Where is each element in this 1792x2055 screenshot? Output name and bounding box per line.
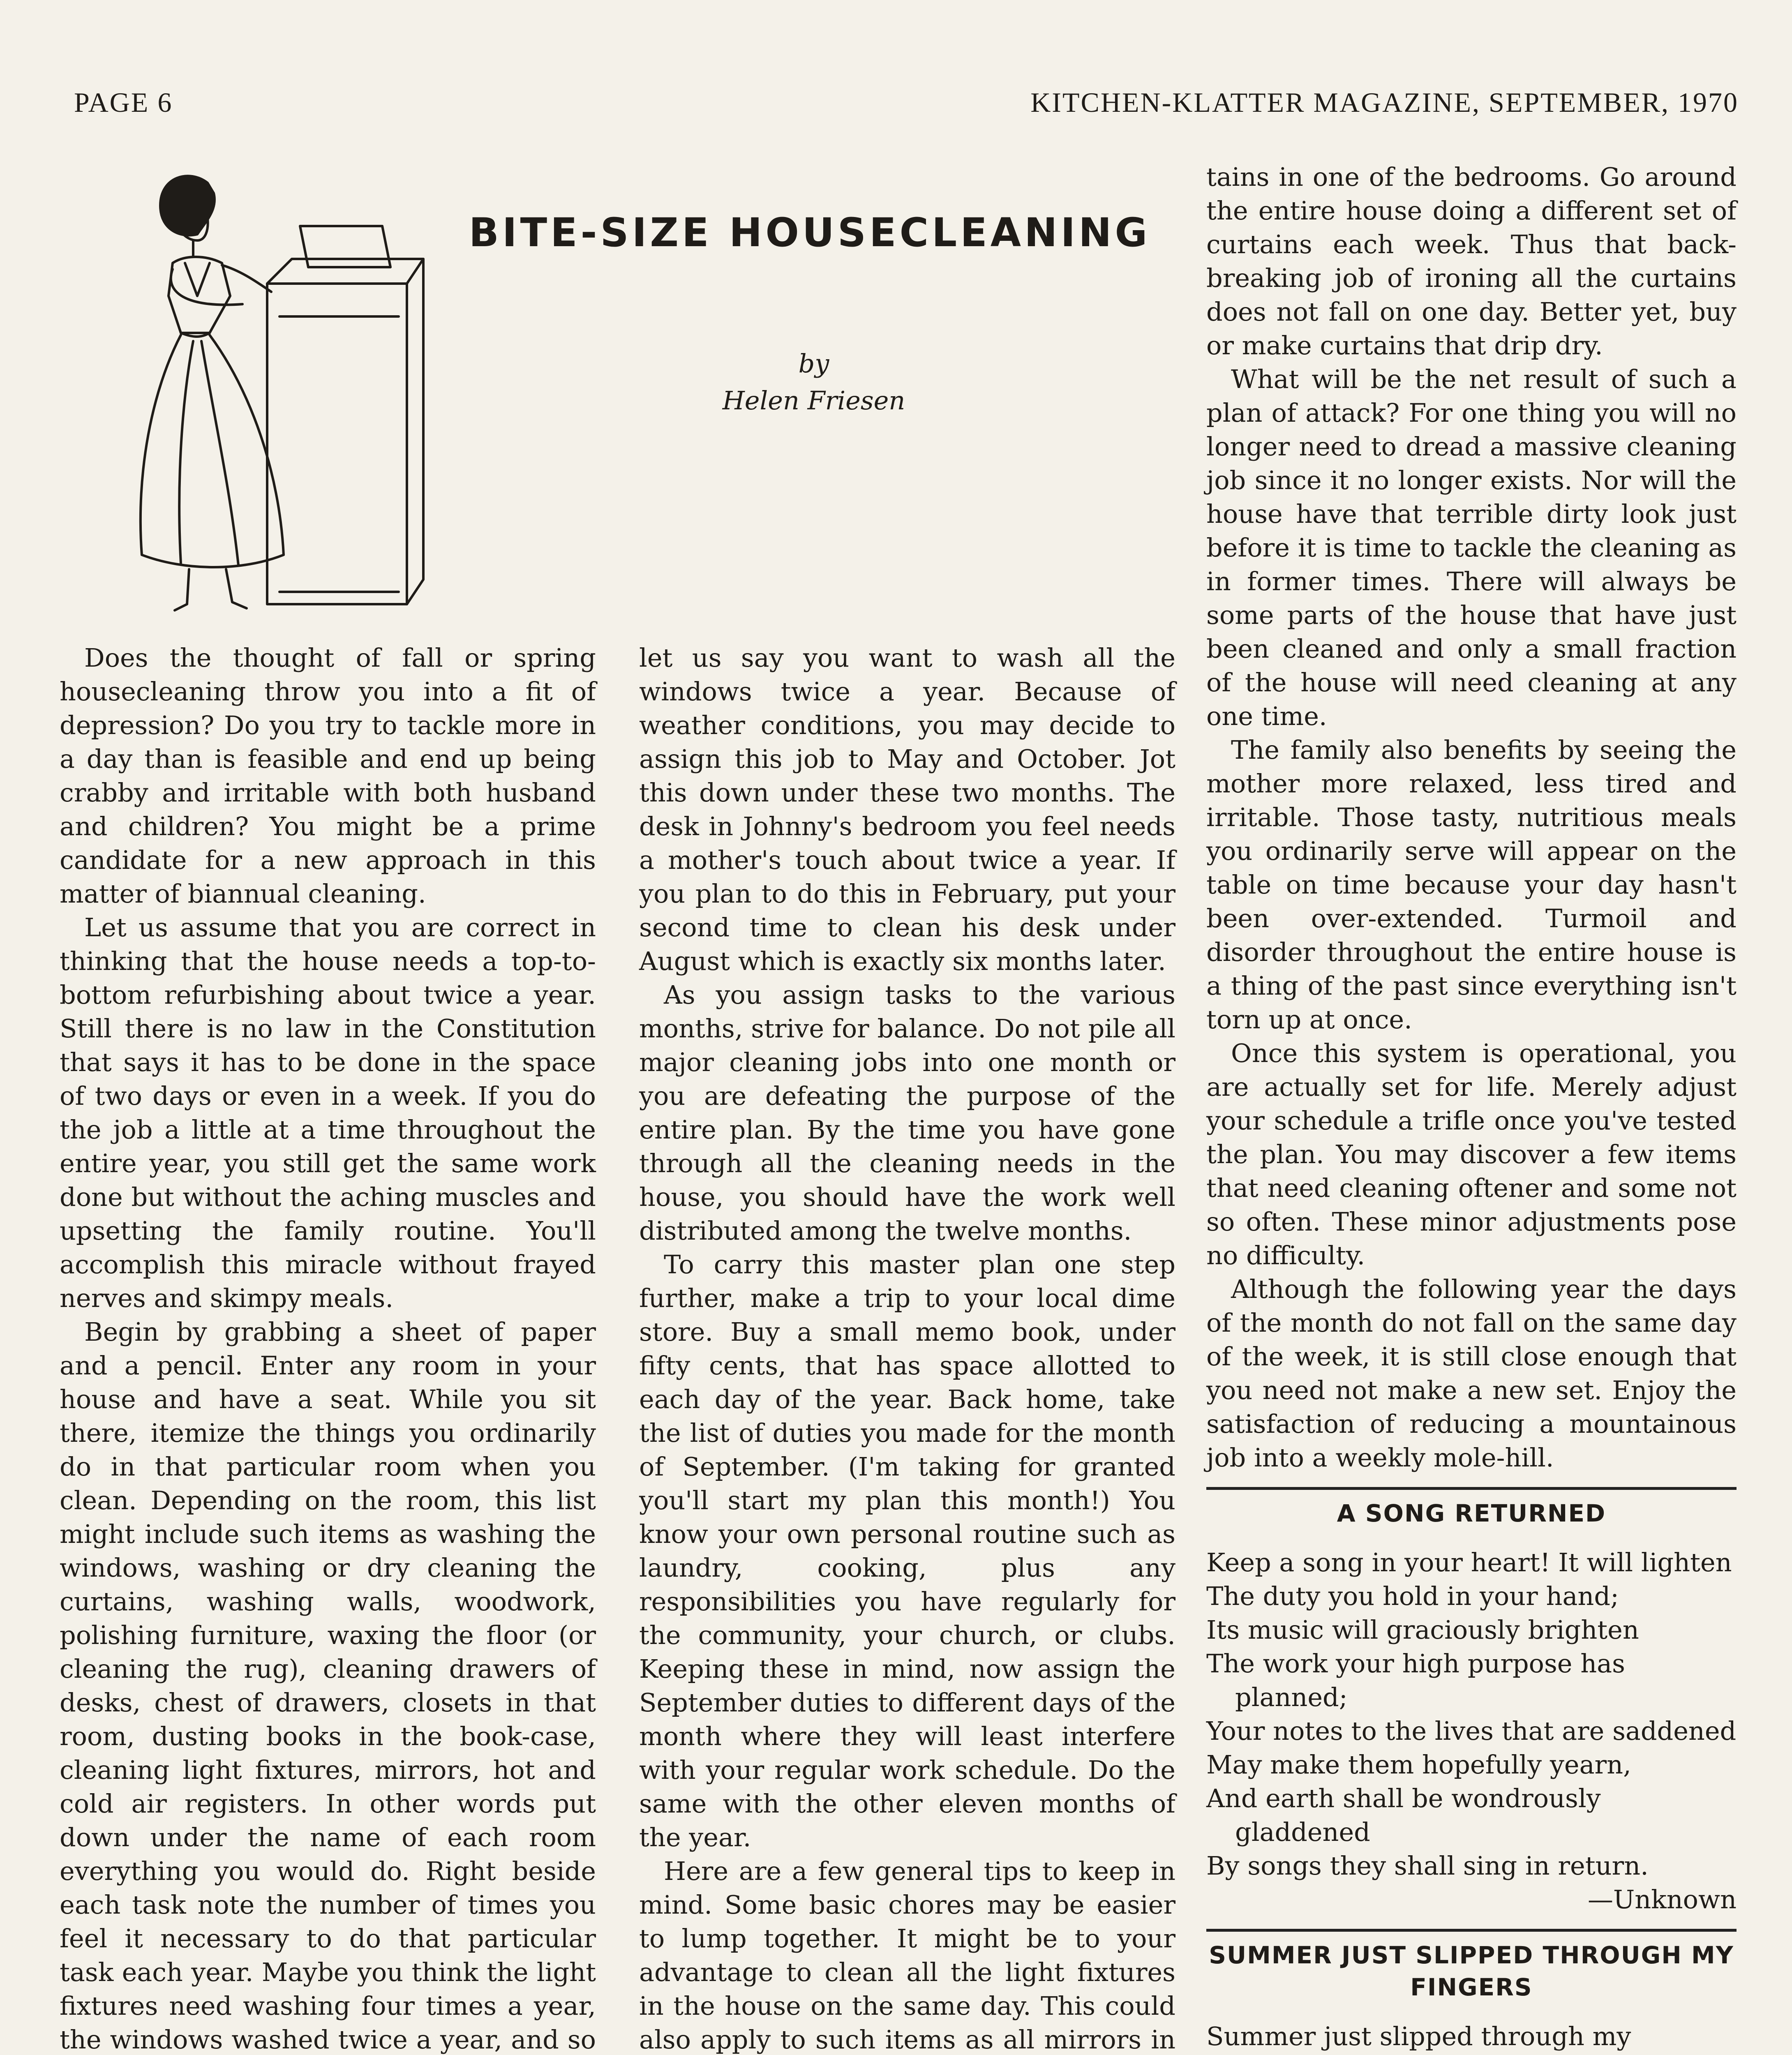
magazine-title: KITCHEN-KLATTER MAGAZINE, SEPTEMBER, 1970 xyxy=(1030,87,1739,118)
page-number: PAGE 6 xyxy=(74,87,173,118)
divider xyxy=(1206,1487,1737,1490)
paragraph: tains in one of the bedrooms. Go around the entire house doing a different set of curtains each week. Thus that back-breaking job of ironing all the curtains does not fall on one day. Better yet, buy or make curtains that drip dry. xyxy=(1206,162,1737,360)
divider xyxy=(1206,1929,1737,1932)
paragraph: Does the thought of fall or spring housecleaning throw you into a fit of depression? Do you try to tackle more in a day than is feasible and end up being crabby and irritable with both husband and children? You might be a prime candidate for a new approach in this matter of biannual cleaning. xyxy=(60,643,596,909)
paragraph: let us say you want to wash all the windows twice a year. Because of weather conditions, you may decide to assign this job to May and October. Jot this down under these two months. The desk in Johnny's bedroom you feel needs a mother's touch about twice a year. If you plan to do this in February, put your second time to clean his desk under August which is exactly six months later. xyxy=(639,643,1175,976)
page-header xyxy=(74,86,1739,132)
poem-line: Its music will graciously brighten xyxy=(1206,1615,1639,1645)
poem-line: Summer just slipped through my xyxy=(1206,2021,1631,2051)
poem-line: May make them hopefully yearn, xyxy=(1206,1750,1631,1780)
poem-line: The work your high purpose has planned; xyxy=(1206,1649,1625,1712)
poem-title: SUMMER JUST SLIPPED THROUGH MY FINGERS xyxy=(1209,1941,1734,2001)
article-column-1 xyxy=(60,641,596,2055)
poem-line: By songs they shall sing in return. xyxy=(1206,1851,1649,1881)
byline-author: Helen Friesen xyxy=(722,386,905,416)
woman-at-washing-machine-illustration xyxy=(136,160,448,625)
paragraph: To carry this master plan one step further, make a trip to your local dime store. Buy a small memo book, under fifty cents, that has space allotted to each day of the year. Back home, take the list of duties you made for the month of September. (I'm taking for granted you'll start my plan this month!) You know your own personal routine such as laundry, cooking, plus any responsibilities you have regularly for the community, your church, or clubs. Keeping these in mind, now assign the September duties to different days of the month where they will least interfere with your regular work schedule. Do the same with the other eleven months of the year. xyxy=(639,1249,1175,1852)
article-column-3 xyxy=(1206,160,1737,2055)
article-column-2 xyxy=(639,641,1175,2055)
poem-line: And earth shall be wondrously gladdened xyxy=(1206,1783,1601,1847)
paragraph: Here are a few general tips to keep in mind. Some basic chores may be easier to lump together. It might be to your advantage to clean all the light fixtures in the house on the same day. This could also apply to such items as all mirrors in xyxy=(639,1856,1175,2055)
byline xyxy=(592,345,1036,419)
poem-summer-slipped xyxy=(1206,2020,1737,2055)
paragraph: As you assign tasks to the various months, strive for balance. Do not pile all major cleaning jobs into one month or you are defeating the purpose of the entire plan. By the time you have gone through all the cleaning needs in the house, you should have the work well distributed among the twelve months. xyxy=(639,980,1175,1246)
article-title: BITE-SIZE HOUSECLEANING xyxy=(469,210,1151,256)
paragraph: Begin by grabbing a sheet of paper and a pencil. Enter any room in your house and have a seat. While you sit there, itemize the things you ordinarily do in that particular room when you clean. Depending on the room, this list might include such items as washing the windows, washing or dry cleaning the curtains, washing walls, woodwork, polishing furniture, waxing the floor (or cleaning the rug), cleaning drawers of desks, chest of drawers, closets in that room, dusting books in the book-case, cleaning light fixtures, mirrors, hot and cold air registers. In other words put down under the name of each room everything you would do. Right beside each task note the number of times you feel it necessary to do that particular task each year. Maybe you think the light fixtures need washing four times a year, the windows washed twice a year, and so xyxy=(60,1317,596,2055)
poem-line: Keep a song in your heart! It will lighten xyxy=(1206,1547,1732,1577)
paragraph: Let us assume that you are correct in thinking that the house needs a top-to-bottom refurbishing about twice a year. Still there is no law in the Constitution that says it has to be done in the space of two days or even in a week. If you do the job a little at a time throughout the entire year, you still get the same work done but without the aching muscles and upsetting the family routine. You'll accomplish this miracle without frayed nerves and skimpy meals. xyxy=(60,912,596,1313)
poem-title: A SONG RETURNED xyxy=(1337,1499,1606,1527)
poem-song-returned xyxy=(1206,1546,1737,1916)
paragraph: Once this system is operational, you are actually set for life. Merely adjust your schedule a trifle once you've tested the plan. You may discover a few items that need cleaning oftener and some not so often. These minor adjustments pose no difficulty. xyxy=(1206,1038,1737,1270)
poem-author: —Unknown xyxy=(1587,1884,1737,1914)
byline-by: by xyxy=(798,349,829,379)
poem-line: Your notes to the lives that are saddened xyxy=(1206,1716,1737,1746)
paragraph: Although the following year the days of the month do not fall on the same day of the week, it is still close enough that you need not make a new set. Enjoy the satisfaction of reducing a mountainous job into a weekly mole-hill. xyxy=(1206,1274,1737,1473)
paragraph: What will be the net result of such a plan of attack? For one thing you will no longer need to dread a massive cleaning job since it no longer exists. Nor will the house have that terrible dirty look just before it is time to tackle the cleaning as in former times. There will always be some parts of the house that have just been cleaned and only a small fraction of the house will need cleaning at any one time. xyxy=(1206,364,1737,731)
poem-line: The duty you hold in your hand; xyxy=(1206,1581,1619,1611)
paragraph: The family also benefits by seeing the mother more relaxed, less tired and irritable. Those tasty, nutritious meals you ordinarily serve will appear on the table on time because your day hasn't been over-extended. Turmoil and disorder throughout the entire house is a thing of the past since everything isn't torn up at once. xyxy=(1206,735,1737,1034)
